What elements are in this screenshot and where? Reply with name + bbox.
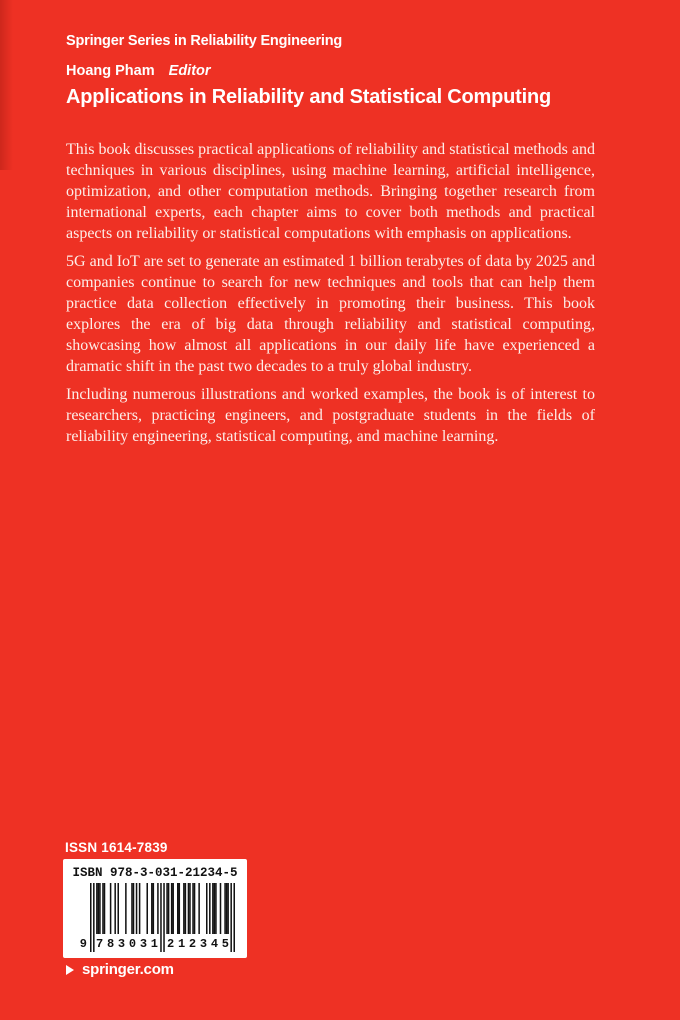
- barcode-digit-group-2: 2 1 2 3 4 5: [167, 937, 229, 951]
- editor-name: Hoang Pham: [66, 63, 155, 79]
- isbn-barcode-box: [63, 859, 247, 958]
- issn-label: ISSN 1614-7839: [65, 840, 168, 855]
- isbn-label: ISBN 978-3-031-21234-5: [72, 866, 238, 880]
- description-paragraph-1: This book discusses practical applications of reliability and statistical methods and techniques in various disciplines, using machine learning, artificial intelligence, optimization, and other computation methods. Bringing together research from international experts, each chapter aims to cover both methods and practical aspects on reliability or statistical computations with emphasis on applications.: [66, 141, 595, 242]
- publisher-website: [66, 961, 174, 978]
- barcode-lead-digit: 9: [79, 937, 87, 951]
- description-paragraph-3: Including numerous illustrations and worked examples, the book is of interest to researchers, practicing engineers, and postgraduate students in the fields of reliability engineering, statistical computing, and machine learning.: [66, 386, 595, 445]
- series-title: Springer Series in Reliability Engineering: [66, 33, 343, 49]
- editor-role-label: Editor: [168, 63, 211, 79]
- ean13-barcode: [79, 883, 235, 952]
- cover-edge-shadow: [0, 0, 13, 170]
- barcode-digit-group-1: 7 8 3 0 3 1: [96, 937, 158, 951]
- description-paragraph-2: 5G and IoT are set to generate an estimated 1 billion terabytes of data by 2025 and companies continue to search for new techniques and tools that can help them practice data collection effectively in promoting their business. This book explores the era of big data through reliability and statistical computing, showcasing how almost all applications in our daily life have experienced a dramatic shift in the past two decades to a truly global industry.: [66, 253, 595, 375]
- book-title: Applications in Reliability and Statistical Computing: [66, 86, 552, 108]
- editor-byline: [66, 63, 211, 79]
- website-label: springer.com: [82, 961, 174, 978]
- arrow-right-icon: [66, 965, 74, 975]
- book-description: [66, 139, 595, 454]
